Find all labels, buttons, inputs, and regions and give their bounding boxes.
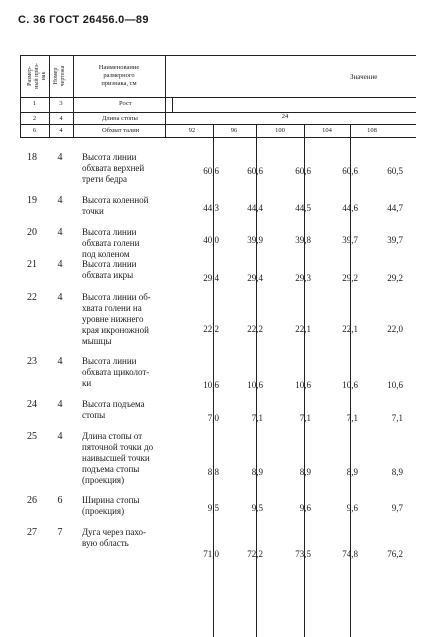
row-drawing-number: 4 [57,399,63,410]
subrow-name: Длина стопы [102,115,138,122]
subrow-number: 1 [32,100,37,107]
row-feature-name: Ширина стопы (проекция) [82,495,140,516]
table-left-border [20,55,21,137]
rost-cell-divider [172,97,173,112]
waist-size-header: 100 [275,127,285,134]
row-value: 40,0 [203,235,219,245]
row-drawing-number: 6 [57,495,63,506]
row-value: 29,2 [342,273,358,283]
row-value: 44,5 [295,203,311,213]
subrow-divider-2 [20,124,416,125]
row-value: 8,9 [251,467,263,477]
waist-size-header: 108 [367,127,377,134]
row-number: 21 [27,259,37,270]
row-value: 9,5 [251,503,263,513]
header-size-feature: Размер- ный приз- нак [27,63,47,89]
row-value: 39,9 [247,235,263,245]
row-value: 7,1 [391,413,403,423]
header-feature-name: Наименование размерного признака, см [98,64,140,87]
row-value: 76,2 [387,549,403,559]
row-value: 7,1 [251,413,263,423]
row-feature-name: Высота линии обхвата верхней трети бедра [82,152,145,184]
row-value: 72,2 [247,549,263,559]
row-value: 22,1 [295,324,311,334]
row-value: 44,3 [203,203,219,213]
row-drawing-number: 4 [57,431,63,442]
row-value: 29,3 [295,273,311,283]
row-drawing-number: 4 [57,227,63,238]
subrow-divider-1 [20,112,416,113]
subrow-drawing: 3 [59,100,63,107]
header-divider [20,97,416,98]
measurement-table [20,55,416,627]
row-feature-name: Высота подъема стопы [82,399,145,420]
row-feature-name: Высота линии обхвата икры [82,259,137,280]
row-feature-name: Длина стопы от пяточной точки до наивысшей точки подъема стопы (проекция) [82,431,154,485]
row-drawing-number: 4 [57,259,63,270]
header-drawing-number: Номер чертежа [53,65,66,87]
subrow-divider-3 [20,137,416,138]
row-number: 25 [27,431,37,442]
row-value: 8,8 [207,467,219,477]
row-number: 18 [27,152,37,163]
row-value: 60,6 [203,166,219,176]
row-value: 39,7 [387,235,403,245]
subrow-drawing: 4 [59,127,63,134]
subrow-value: 24 [281,113,289,120]
row-value: 10,6 [342,380,358,390]
row-value: 60,6 [342,166,358,176]
row-value: 10,6 [247,380,263,390]
row-value: 22,1 [342,324,358,334]
col-divider-1 [49,55,50,137]
row-value: 60,6 [247,166,263,176]
row-value: 71,0 [203,549,219,559]
row-drawing-number: 4 [57,195,63,206]
col-divider-2 [73,55,74,137]
row-drawing-number: 7 [57,527,63,538]
waist-size-header: 92 [188,127,196,134]
row-number: 26 [27,495,37,506]
col-divider-3 [165,55,166,137]
row-value: 7,0 [207,413,219,423]
row-number: 27 [27,527,37,538]
row-value: 74,8 [342,549,358,559]
row-feature-name: Высота линии об- хвата голени на уровне нижнего края икроножной мышцы [82,292,151,346]
row-value: 7,1 [299,413,311,423]
row-value: 44,6 [342,203,358,213]
row-feature-name: Высота линии обхвата голени под коленом [82,227,140,259]
row-value: 60,5 [387,166,403,176]
row-value: 39,8 [295,235,311,245]
row-value: 8,9 [346,467,358,477]
subrow-name: Рост [119,100,132,107]
row-number: 22 [27,292,37,303]
subrow-number: 2 [32,115,37,122]
row-number: 20 [27,227,37,238]
row-feature-name: Высота линии обхвата щиколот- ки [82,356,150,388]
row-value: 29,4 [203,273,219,283]
row-value: 10,6 [203,380,219,390]
row-number: 24 [27,399,37,410]
row-feature-name: Дуга через пахо- вую область [82,527,146,548]
waist-size-header: 96 [230,127,238,134]
row-value: 39,7 [342,235,358,245]
subrow-number: 6 [32,127,37,134]
row-drawing-number: 4 [57,152,63,163]
row-value: 29,2 [387,273,403,283]
row-value: 44,7 [387,203,403,213]
row-value: 8,9 [299,467,311,477]
subrow-name: Обхват талии [102,127,140,134]
page-header: С. 36 ГОСТ 26456.0—89 [18,14,149,26]
row-value: 22,0 [387,324,403,334]
row-value: 7,1 [346,413,358,423]
row-number: 23 [27,356,37,367]
row-drawing-number: 4 [57,356,63,367]
waist-size-header: 104 [322,127,332,134]
row-value: 9,5 [207,503,219,513]
row-value: 9,6 [346,503,358,513]
row-value: 8,9 [391,467,403,477]
row-drawing-number: 4 [57,292,63,303]
row-value: 73,5 [295,549,311,559]
row-value: 9,7 [391,503,403,513]
row-value: 10,6 [295,380,311,390]
row-value: 29,4 [247,273,263,283]
row-value: 22,2 [203,324,219,334]
subrow-drawing: 4 [59,115,63,122]
table-top-border [20,55,416,56]
row-value: 60,6 [295,166,311,176]
row-value: 22,2 [247,324,263,334]
row-value: 44,4 [247,203,263,213]
row-value: 10,6 [387,380,403,390]
header-value: Значение [350,73,378,81]
row-value: 9,6 [299,503,311,513]
row-number: 19 [27,195,37,206]
row-feature-name: Высота коленной точки [82,195,149,216]
